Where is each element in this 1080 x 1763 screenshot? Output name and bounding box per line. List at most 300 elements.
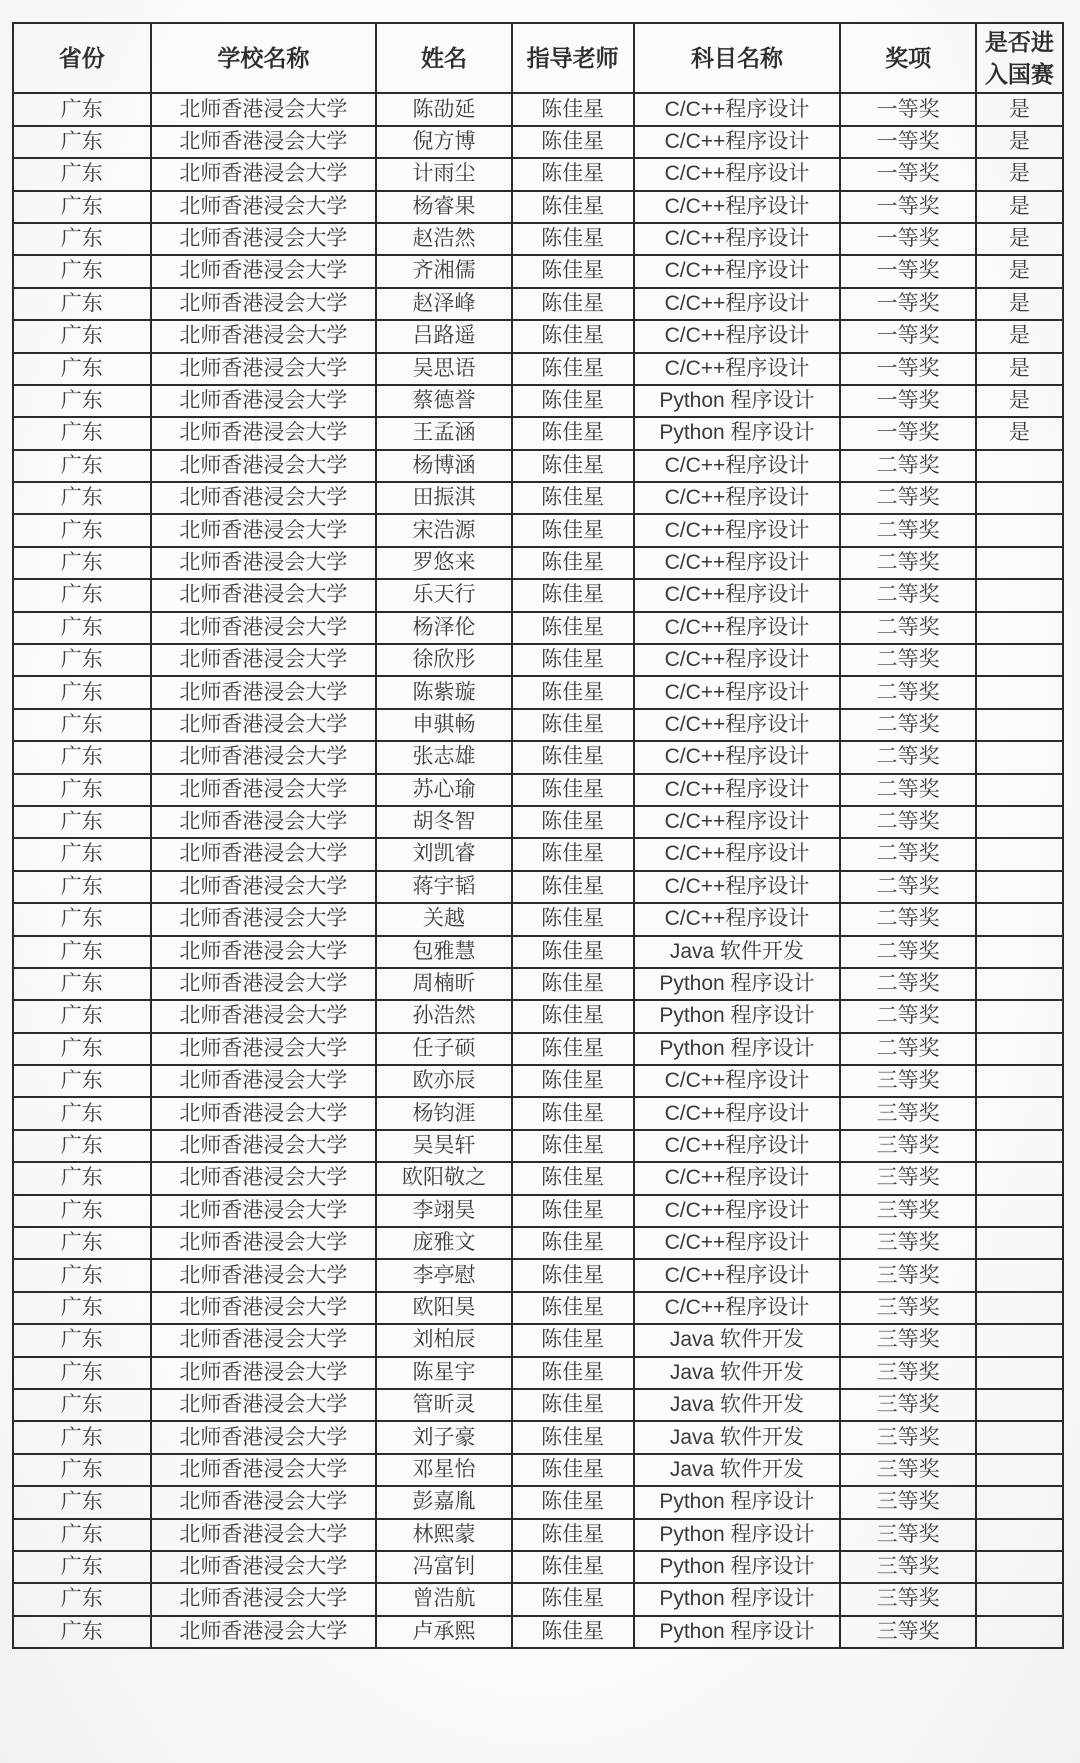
cell-province: 广东 [13,1616,151,1648]
table-row [13,1259,1063,1291]
cell-subject: C/C++程序设计 [634,612,841,644]
table-body [13,93,1063,1648]
cell-advisor: 陈佳星 [512,320,634,352]
cell-national: 是 [976,385,1063,417]
cell-school: 北师香港浸会大学 [151,1454,377,1486]
cell-subject: C/C++程序设计 [634,126,841,158]
table-row [13,255,1063,287]
cell-school: 北师香港浸会大学 [151,676,377,708]
cell-name: 吴思语 [376,353,511,385]
column-header-national: 是否进入国赛 [976,23,1063,93]
cell-subject: C/C++程序设计 [634,547,841,579]
table-row [13,1357,1063,1389]
cell-name: 任子硕 [376,1033,511,1065]
cell-national: 是 [976,93,1063,125]
cell-school: 北师香港浸会大学 [151,1616,377,1648]
cell-award: 三等奖 [840,1583,975,1615]
cell-subject: Java 软件开发 [634,1389,841,1421]
cell-national: 是 [976,191,1063,223]
cell-name: 计雨尘 [376,158,511,190]
column-header-advisor: 指导老师 [512,23,634,93]
cell-award: 三等奖 [840,1227,975,1259]
cell-school: 北师香港浸会大学 [151,1421,377,1453]
cell-advisor: 陈佳星 [512,838,634,870]
cell-national [976,644,1063,676]
cell-subject: C/C++程序设计 [634,871,841,903]
cell-school: 北师香港浸会大学 [151,255,377,287]
table-row [13,1324,1063,1356]
cell-province: 广东 [13,1583,151,1615]
table-row [13,1033,1063,1065]
cell-national [976,612,1063,644]
cell-national [976,838,1063,870]
cell-province: 广东 [13,838,151,870]
cell-national [976,1033,1063,1065]
cell-name: 吕路遥 [376,320,511,352]
cell-name: 杨钧涯 [376,1097,511,1129]
column-header-award: 奖项 [840,23,975,93]
cell-subject: C/C++程序设计 [634,1195,841,1227]
cell-name: 孙浩然 [376,1000,511,1032]
table-row [13,158,1063,190]
cell-national [976,741,1063,773]
cell-school: 北师香港浸会大学 [151,547,377,579]
cell-school: 北师香港浸会大学 [151,709,377,741]
cell-name: 申骐畅 [376,709,511,741]
cell-province: 广东 [13,1162,151,1194]
cell-name: 陈星宇 [376,1357,511,1389]
cell-subject: C/C++程序设计 [634,514,841,546]
cell-province: 广东 [13,1454,151,1486]
table-row [13,806,1063,838]
cell-national [976,514,1063,546]
cell-advisor: 陈佳星 [512,158,634,190]
cell-school: 北师香港浸会大学 [151,968,377,1000]
cell-school: 北师香港浸会大学 [151,1033,377,1065]
cell-national [976,1324,1063,1356]
cell-province: 广东 [13,709,151,741]
table-row [13,903,1063,935]
cell-province: 广东 [13,126,151,158]
cell-school: 北师香港浸会大学 [151,1097,377,1129]
cell-national [976,709,1063,741]
cell-subject: Python 程序设计 [634,1616,841,1648]
table-row [13,417,1063,449]
table-row [13,385,1063,417]
cell-award: 二等奖 [840,482,975,514]
cell-subject: Java 软件开发 [634,936,841,968]
table-row [13,1486,1063,1518]
table-row [13,579,1063,611]
cell-award: 二等奖 [840,806,975,838]
cell-award: 二等奖 [840,676,975,708]
cell-advisor: 陈佳星 [512,1583,634,1615]
cell-school: 北师香港浸会大学 [151,93,377,125]
cell-subject: C/C++程序设计 [634,450,841,482]
cell-name: 乐天行 [376,579,511,611]
cell-province: 广东 [13,288,151,320]
cell-name: 包雅慧 [376,936,511,968]
cell-advisor: 陈佳星 [512,774,634,806]
cell-award: 二等奖 [840,450,975,482]
cell-province: 广东 [13,191,151,223]
table-row [13,612,1063,644]
cell-school: 北师香港浸会大学 [151,612,377,644]
cell-advisor: 陈佳星 [512,1130,634,1162]
cell-award: 二等奖 [840,968,975,1000]
cell-name: 蔡德誉 [376,385,511,417]
cell-province: 广东 [13,1065,151,1097]
cell-province: 广东 [13,514,151,546]
cell-advisor: 陈佳星 [512,1227,634,1259]
cell-subject: C/C++程序设计 [634,191,841,223]
cell-advisor: 陈佳星 [512,1324,634,1356]
cell-province: 广东 [13,1357,151,1389]
cell-school: 北师香港浸会大学 [151,1065,377,1097]
award-results-table [12,22,1064,1649]
cell-award: 三等奖 [840,1421,975,1453]
table-row [13,353,1063,385]
cell-advisor: 陈佳星 [512,1195,634,1227]
cell-advisor: 陈佳星 [512,709,634,741]
cell-name: 林熙蒙 [376,1519,511,1551]
cell-award: 一等奖 [840,288,975,320]
cell-school: 北师香港浸会大学 [151,903,377,935]
cell-school: 北师香港浸会大学 [151,871,377,903]
cell-school: 北师香港浸会大学 [151,1324,377,1356]
cell-subject: C/C++程序设计 [634,774,841,806]
cell-subject: Python 程序设计 [634,385,841,417]
cell-school: 北师香港浸会大学 [151,774,377,806]
cell-national [976,1551,1063,1583]
cell-school: 北师香港浸会大学 [151,1583,377,1615]
cell-national [976,1097,1063,1129]
cell-advisor: 陈佳星 [512,417,634,449]
cell-award: 二等奖 [840,1033,975,1065]
column-header-subject: 科目名称 [634,23,841,93]
cell-award: 三等奖 [840,1454,975,1486]
cell-name: 刘凯睿 [376,838,511,870]
cell-subject: Python 程序设计 [634,1519,841,1551]
cell-award: 三等奖 [840,1616,975,1648]
cell-national [976,1421,1063,1453]
cell-school: 北师香港浸会大学 [151,936,377,968]
cell-advisor: 陈佳星 [512,1519,634,1551]
cell-name: 刘柏辰 [376,1324,511,1356]
cell-school: 北师香港浸会大学 [151,514,377,546]
table-row [13,93,1063,125]
column-header-name: 姓名 [376,23,511,93]
cell-national: 是 [976,417,1063,449]
cell-province: 广东 [13,450,151,482]
cell-advisor: 陈佳星 [512,288,634,320]
cell-national [976,1519,1063,1551]
table-row [13,1065,1063,1097]
cell-advisor: 陈佳星 [512,1000,634,1032]
table-row [13,1551,1063,1583]
cell-award: 三等奖 [840,1486,975,1518]
cell-award: 二等奖 [840,709,975,741]
cell-subject: C/C++程序设计 [634,1227,841,1259]
cell-national: 是 [976,223,1063,255]
cell-school: 北师香港浸会大学 [151,385,377,417]
cell-school: 北师香港浸会大学 [151,1195,377,1227]
cell-advisor: 陈佳星 [512,1357,634,1389]
cell-subject: Python 程序设计 [634,1583,841,1615]
cell-province: 广东 [13,1421,151,1453]
cell-advisor: 陈佳星 [512,1551,634,1583]
table-row [13,644,1063,676]
cell-subject: Python 程序设计 [634,1033,841,1065]
cell-national [976,1130,1063,1162]
column-header-school: 学校名称 [151,23,377,93]
cell-name: 欧阳昊 [376,1292,511,1324]
cell-subject: C/C++程序设计 [634,1097,841,1129]
cell-school: 北师香港浸会大学 [151,1259,377,1291]
cell-province: 广东 [13,1324,151,1356]
cell-province: 广东 [13,1551,151,1583]
cell-subject: C/C++程序设计 [634,838,841,870]
cell-subject: C/C++程序设计 [634,288,841,320]
cell-national [976,968,1063,1000]
cell-national [976,1583,1063,1615]
cell-national [976,1065,1063,1097]
cell-award: 二等奖 [840,903,975,935]
cell-national [976,547,1063,579]
cell-national: 是 [976,158,1063,190]
cell-advisor: 陈佳星 [512,353,634,385]
table-row [13,1162,1063,1194]
table-row [13,871,1063,903]
cell-advisor: 陈佳星 [512,1065,634,1097]
cell-name: 曾浩航 [376,1583,511,1615]
cell-school: 北师香港浸会大学 [151,126,377,158]
cell-subject: C/C++程序设计 [634,158,841,190]
cell-advisor: 陈佳星 [512,1486,634,1518]
cell-subject: C/C++程序设计 [634,320,841,352]
cell-province: 广东 [13,223,151,255]
cell-school: 北师香港浸会大学 [151,1292,377,1324]
cell-school: 北师香港浸会大学 [151,644,377,676]
cell-province: 广东 [13,871,151,903]
cell-award: 一等奖 [840,417,975,449]
cell-name: 田振淇 [376,482,511,514]
cell-advisor: 陈佳星 [512,806,634,838]
cell-advisor: 陈佳星 [512,1033,634,1065]
table-header-row [13,23,1063,93]
cell-province: 广东 [13,612,151,644]
cell-province: 广东 [13,1292,151,1324]
cell-subject: Python 程序设计 [634,1486,841,1518]
cell-advisor: 陈佳星 [512,1162,634,1194]
cell-school: 北师香港浸会大学 [151,1389,377,1421]
cell-subject: Java 软件开发 [634,1421,841,1453]
cell-advisor: 陈佳星 [512,191,634,223]
cell-name: 罗悠来 [376,547,511,579]
cell-name: 邓星怡 [376,1454,511,1486]
cell-national [976,1000,1063,1032]
cell-province: 广东 [13,968,151,1000]
cell-award: 三等奖 [840,1130,975,1162]
cell-school: 北师香港浸会大学 [151,158,377,190]
cell-subject: C/C++程序设计 [634,1292,841,1324]
cell-name: 冯富钊 [376,1551,511,1583]
cell-subject: C/C++程序设计 [634,1065,841,1097]
cell-name: 杨睿果 [376,191,511,223]
table-row [13,1616,1063,1648]
cell-national [976,1259,1063,1291]
cell-province: 广东 [13,676,151,708]
cell-national [976,450,1063,482]
cell-advisor: 陈佳星 [512,126,634,158]
cell-award: 二等奖 [840,1000,975,1032]
cell-subject: C/C++程序设计 [634,579,841,611]
cell-award: 二等奖 [840,774,975,806]
cell-award: 三等奖 [840,1357,975,1389]
cell-award: 三等奖 [840,1519,975,1551]
cell-subject: Python 程序设计 [634,968,841,1000]
cell-award: 一等奖 [840,191,975,223]
cell-province: 广东 [13,1227,151,1259]
cell-national: 是 [976,126,1063,158]
cell-province: 广东 [13,1486,151,1518]
cell-province: 广东 [13,774,151,806]
cell-subject: Python 程序设计 [634,1551,841,1583]
cell-name: 庞雅文 [376,1227,511,1259]
cell-name: 关越 [376,903,511,935]
cell-award: 一等奖 [840,126,975,158]
cell-subject: C/C++程序设计 [634,1162,841,1194]
table-row [13,741,1063,773]
cell-national [976,806,1063,838]
cell-advisor: 陈佳星 [512,612,634,644]
cell-award: 一等奖 [840,255,975,287]
cell-subject: C/C++程序设计 [634,1259,841,1291]
cell-name: 胡冬智 [376,806,511,838]
cell-province: 广东 [13,644,151,676]
table-row [13,191,1063,223]
cell-advisor: 陈佳星 [512,741,634,773]
table-row [13,223,1063,255]
cell-province: 广东 [13,741,151,773]
cell-national [976,1486,1063,1518]
table-row [13,450,1063,482]
cell-province: 广东 [13,1519,151,1551]
cell-name: 赵泽峰 [376,288,511,320]
cell-province: 广东 [13,255,151,287]
table-row [13,547,1063,579]
cell-province: 广东 [13,320,151,352]
cell-name: 苏心瑜 [376,774,511,806]
cell-province: 广东 [13,385,151,417]
cell-national [976,1292,1063,1324]
cell-advisor: 陈佳星 [512,450,634,482]
cell-school: 北师香港浸会大学 [151,1130,377,1162]
cell-award: 二等奖 [840,547,975,579]
cell-name: 宋浩源 [376,514,511,546]
cell-name: 欧阳敬之 [376,1162,511,1194]
table-row [13,1000,1063,1032]
cell-national [976,774,1063,806]
cell-award: 三等奖 [840,1389,975,1421]
cell-advisor: 陈佳星 [512,385,634,417]
cell-school: 北师香港浸会大学 [151,1551,377,1583]
cell-advisor: 陈佳星 [512,579,634,611]
cell-name: 管昕灵 [376,1389,511,1421]
cell-name: 欧亦辰 [376,1065,511,1097]
cell-advisor: 陈佳星 [512,1454,634,1486]
cell-advisor: 陈佳星 [512,1421,634,1453]
cell-name: 齐湘儒 [376,255,511,287]
cell-subject: C/C++程序设计 [634,644,841,676]
table-row [13,1454,1063,1486]
column-header-province: 省份 [13,23,151,93]
table-row [13,936,1063,968]
cell-name: 李亭慰 [376,1259,511,1291]
cell-award: 二等奖 [840,936,975,968]
cell-name: 王孟涵 [376,417,511,449]
cell-school: 北师香港浸会大学 [151,482,377,514]
cell-school: 北师香港浸会大学 [151,223,377,255]
table-row [13,514,1063,546]
cell-national [976,1357,1063,1389]
cell-advisor: 陈佳星 [512,223,634,255]
cell-award: 一等奖 [840,385,975,417]
cell-award: 二等奖 [840,579,975,611]
cell-award: 一等奖 [840,353,975,385]
cell-national [976,936,1063,968]
cell-subject: Java 软件开发 [634,1324,841,1356]
cell-name: 周楠昕 [376,968,511,1000]
table-row [13,1195,1063,1227]
cell-subject: C/C++程序设计 [634,255,841,287]
cell-award: 三等奖 [840,1259,975,1291]
cell-name: 刘子豪 [376,1421,511,1453]
cell-province: 广东 [13,1033,151,1065]
table-row [13,968,1063,1000]
cell-national [976,1162,1063,1194]
table-row [13,1583,1063,1615]
cell-school: 北师香港浸会大学 [151,1227,377,1259]
cell-province: 广东 [13,1195,151,1227]
cell-advisor: 陈佳星 [512,903,634,935]
cell-subject: C/C++程序设计 [634,806,841,838]
cell-award: 三等奖 [840,1065,975,1097]
cell-school: 北师香港浸会大学 [151,1357,377,1389]
cell-name: 蒋宇韬 [376,871,511,903]
table-row [13,1227,1063,1259]
cell-award: 一等奖 [840,320,975,352]
cell-province: 广东 [13,158,151,190]
cell-province: 广东 [13,1097,151,1129]
cell-subject: C/C++程序设计 [634,353,841,385]
cell-name: 赵浩然 [376,223,511,255]
cell-school: 北师香港浸会大学 [151,1162,377,1194]
cell-school: 北师香港浸会大学 [151,741,377,773]
cell-advisor: 陈佳星 [512,1616,634,1648]
cell-advisor: 陈佳星 [512,1292,634,1324]
table-row [13,1292,1063,1324]
cell-province: 广东 [13,1130,151,1162]
cell-subject: Python 程序设计 [634,1000,841,1032]
cell-award: 三等奖 [840,1162,975,1194]
cell-school: 北师香港浸会大学 [151,417,377,449]
table-row [13,709,1063,741]
table-row [13,1519,1063,1551]
cell-name: 彭嘉胤 [376,1486,511,1518]
cell-award: 三等奖 [840,1324,975,1356]
table-row [13,1130,1063,1162]
